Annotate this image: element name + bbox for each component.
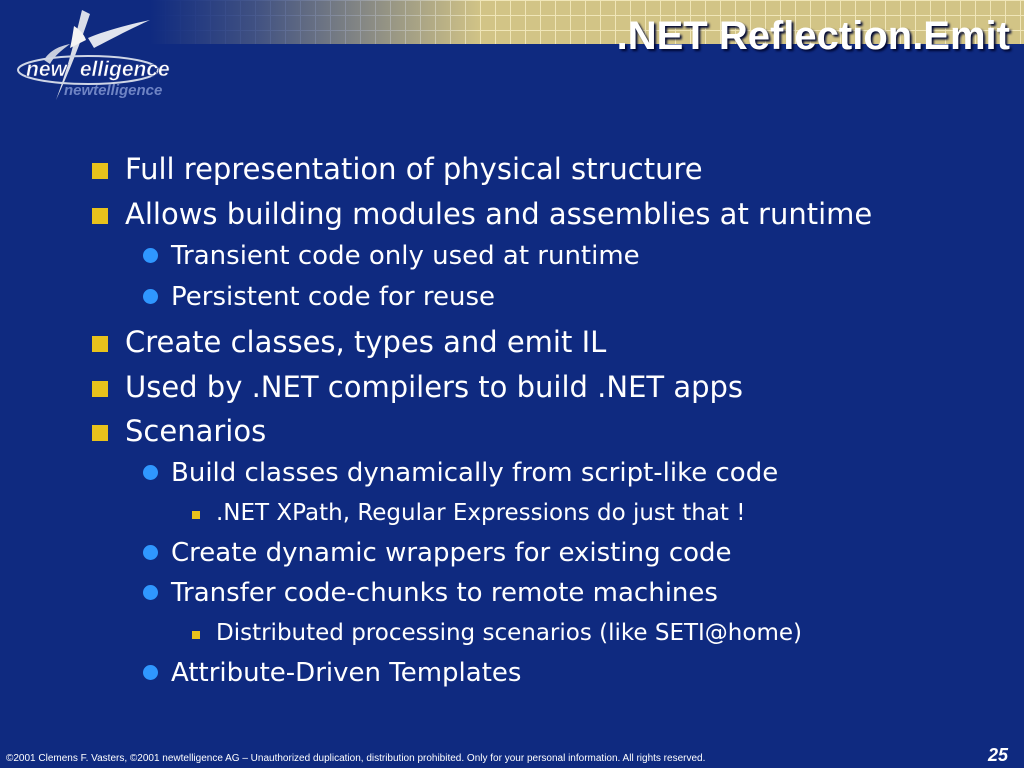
round-bullet-icon [143, 248, 158, 263]
square-bullet-icon [92, 208, 108, 224]
sub-bullet-text: Persistent code for reuse [171, 282, 495, 312]
bullet-text: Used by .NET compilers to build .NET apps [125, 370, 744, 404]
sub-bullet-text: Attribute-Driven Templates [171, 658, 522, 688]
round-bullet-icon [143, 585, 158, 600]
small-square-bullet-icon [192, 631, 200, 639]
round-bullet-icon [143, 545, 158, 560]
square-bullet-icon [92, 163, 108, 179]
sub-bullet-text: Transfer code-chunks to remote machines [171, 578, 718, 608]
sub-bullet-text: Build classes dynamically from script-like code [171, 458, 779, 488]
bullet-text: Create classes, types and emit IL [125, 325, 607, 359]
sub-sub-bullet-text: .NET XPath, Regular Expressions do just that ! [216, 500, 746, 526]
sub-bullet-text: Create dynamic wrappers for existing code [171, 538, 732, 568]
small-square-bullet-icon [192, 511, 200, 519]
sub-sub-bullet-text: Distributed processing scenarios (like SETI@home) [216, 620, 802, 646]
sub-bullet-text: Transient code only used at runtime [171, 241, 640, 271]
svg-text:newtelligence: newtelligence [64, 82, 163, 99]
round-bullet-icon [143, 665, 158, 680]
round-bullet-icon [143, 289, 158, 304]
bullet-text: Full representation of physical structure [125, 152, 703, 186]
page-number: 25 [987, 745, 1008, 765]
copyright-footer: ©2001 Clemens F. Vasters, ©2001 newtelligence AG – Unauthorized duplication, distribution prohibited. Only for your personal information. All rights reserved. [6, 753, 706, 764]
square-bullet-icon [92, 425, 108, 441]
square-bullet-icon [92, 381, 108, 397]
bullet-text: Allows building modules and assemblies at runtime [125, 197, 873, 231]
square-bullet-icon [92, 336, 108, 352]
slide-title: .NET Reflection.Emit [616, 14, 1010, 58]
bullet-text: Scenarios [125, 414, 267, 448]
round-bullet-icon [143, 465, 158, 480]
svg-text:newelligence: new elligence [26, 58, 170, 81]
newtelligence-logo [10, 4, 180, 104]
